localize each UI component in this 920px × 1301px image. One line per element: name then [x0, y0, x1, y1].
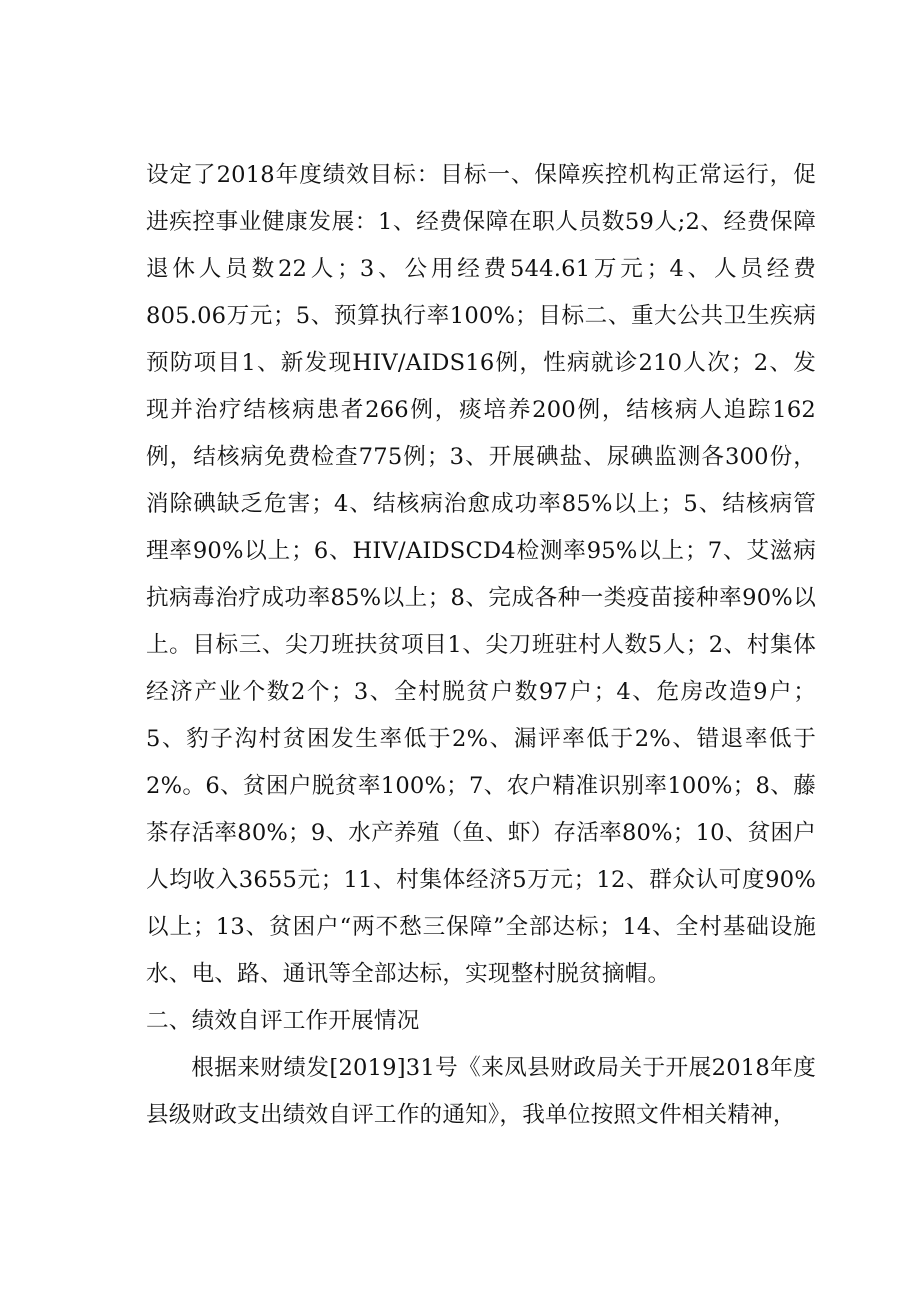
section-heading-self-evaluation: 二、绩效自评工作开展情况: [146, 1008, 420, 1034]
self-evaluation-paragraph: 根据来财绩发[2019]31号《来凤县财政局关于开展2018年度县级财政支出绩效自评工作的通知》，我单位按照文件相关精神，: [146, 1055, 816, 1128]
performance-goals-paragraph: 设定了2018年度绩效目标：目标一、保障疾控机构正常运行，促进疾控事业健康发展：1、经费保障在职人员数59人;2、经费保障退休人员数22人；3、公用经费544.61万元；4、人员经费805.06万元；5、预算执行率100%；目标二、重大公共卫生疾病预防项目1、新发现HIV/AIDS16例，性病就诊210人次；2、发现并治疗结核病患者266例，痰培养200例，结核病人追踪162例，结核病免费检查775例；3、开展碘盐、尿碘监测各300份，消除碘缺乏危害；4、结核病治愈成功率85%以上；5、结核病管理率90%以上；6、HIV/AIDSCD4检测率95%以上；7、艾滋病抗病毒治疗成功率85%以上；8、完成各种一类疫苗接种率90%以上。目标三、尖刀班扶贫项目1、尖刀班驻村人数5人；2、村集体经济产业个数2个；3、全村脱贫户数97户；4、危房改造9户；5、豹子沟村贫困发生率低于2%、漏评率低于2%、错退率低于2%。6、贫困户脱贫率100%；7、农户精准识别率100%；8、藤茶存活率80%；9、水产养殖（鱼、虾）存活率80%；10、贫困户人均收入3655元；11、村集体经济5万元；12、群众认可度90%以上；13、贫困户“两不愁三保障”全部达标；14、全村基础设施水、电、路、通讯等全部达标，实现整村脱贫摘帽。: [146, 162, 816, 987]
document-body: [146, 152, 816, 1139]
